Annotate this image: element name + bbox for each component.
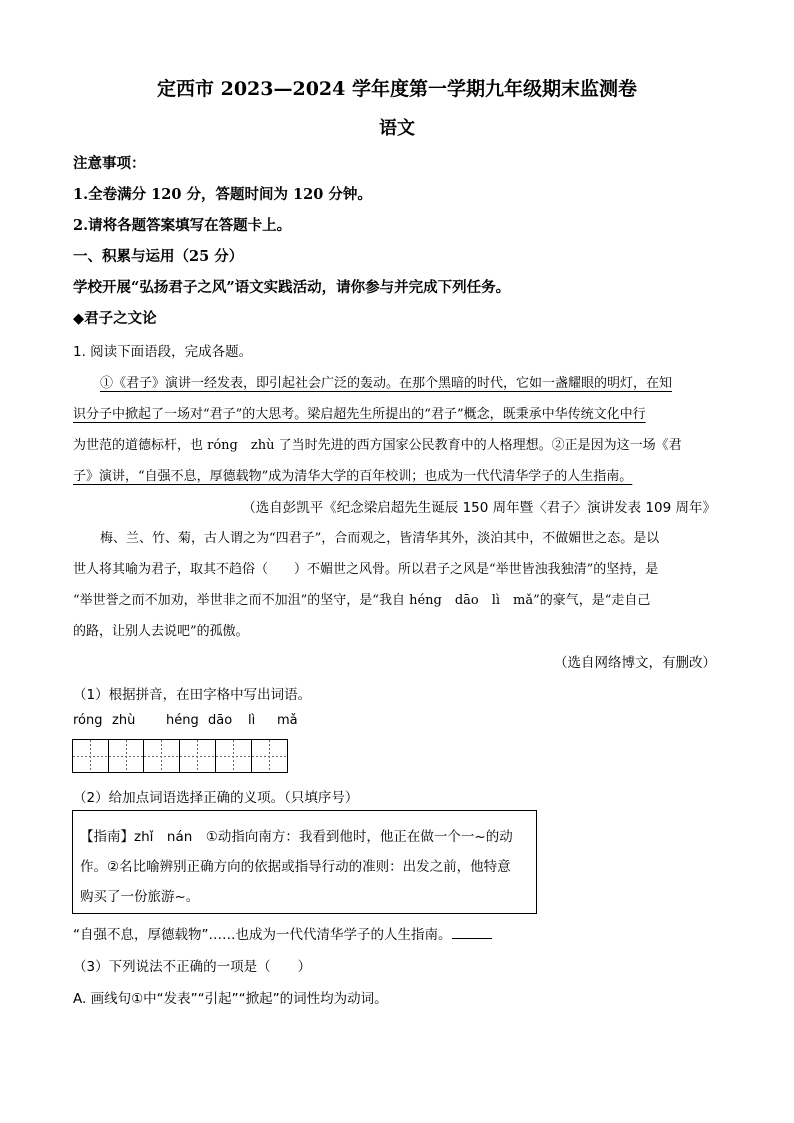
tian-pair[interactable] <box>72 739 144 773</box>
dictionary-line: 【指南】zhǐ nán ①动指向南方：我看到他时，他正在做一个一~的动 <box>80 829 513 845</box>
pinyin-label: mǎ <box>277 713 298 728</box>
sub-question-prompt: （2）给加点词语选择正确的义项。（只填序号） <box>73 790 359 806</box>
subject-title: 语文 <box>379 118 415 139</box>
tian-grid <box>72 739 288 773</box>
dictionary-line: 作。②名比喻辨别正确方向的依据或指导行动的准则：出发之前，他特意 <box>80 859 511 875</box>
subsection-heading: ◆君子之文论 <box>73 310 157 327</box>
pinyin-label: róng <box>73 713 103 728</box>
pinyin-label: lì <box>248 713 256 728</box>
question-prompt: 1. 阅读下面语段，完成各题。 <box>73 344 253 360</box>
passage-line: 为世范的道德标杆，也 róng zhù 了当时先进的西方国家公民教育中的人格理想。②正是因为这一场《君 <box>73 438 682 453</box>
pinyin-label: héng <box>166 713 199 728</box>
passage-line: 梅、兰、竹、菊，古人谓之为“四君子”，合而观之，皆清华其外，淡泊其中，不做媚世之态。是以 <box>100 531 660 546</box>
quote-line <box>73 923 492 943</box>
sub-question-prompt: （3）下列说法不正确的一项是（ ） <box>73 959 312 975</box>
pinyin-label: dāo <box>208 713 233 728</box>
notice-item: 1.全卷满分 120 分，答题时间为 120 分钟。 <box>73 186 372 203</box>
option-a: A. 画线句①中“发表”“引起”“掀起”的词性均为动词。 <box>73 991 388 1007</box>
quote-text: “自强不息，厚德载物”……也成为一代代清华学子的人生指南。 <box>73 927 452 943</box>
tian-pair[interactable] <box>144 739 216 773</box>
section-heading: 一、积累与运用（25 分） <box>73 248 244 265</box>
passage-line: “举世誉之而不加劝，举世非之而不加沮”的坚守，是“我自 héng dāo lì mǎ”的豪气，是“走自己 <box>73 593 651 608</box>
passage-line: ①《君子》演讲一经发表，即引起社会广泛的轰动。在那个黑暗的时代，它如一盏耀眼的明灯，在知 <box>100 376 673 391</box>
page-title: 定西市 2023—2024 学年度第一学期九年级期末监测卷 <box>157 78 637 100</box>
passage-line: 子》演讲，“自强不息，厚德载物”成为清华大学的百年校训；也成为一代代清华学子的人生指南。 <box>73 469 633 484</box>
sub-question-prompt: （1）根据拼音，在田字格中写出词语。 <box>73 687 312 703</box>
passage-line: 世人将其喻为君子，取其不趋俗（ ）不媚世之风骨。所以君子之风是“举世皆浊我独清”的坚持，是 <box>73 562 659 577</box>
source-citation: （选自彭凯平《纪念梁启超先生诞辰 150 周年暨〈君子〉演讲发表 109 周年》 <box>242 500 716 516</box>
notice-heading: 注意事项： <box>73 155 146 172</box>
source-citation: （选自网络博文，有删改） <box>554 655 716 671</box>
section-intro: 学校开展“弘扬君子之风”语文实践活动，请你参与并完成下列任务。 <box>73 279 511 296</box>
answer-blank[interactable] <box>452 926 492 939</box>
tian-pair[interactable] <box>216 739 288 773</box>
passage-line: 的路，让别人去说吧”的孤傲。 <box>73 624 249 639</box>
notice-item: 2.请将各题答案填写在答题卡上。 <box>73 217 292 234</box>
dictionary-line: 购买了一份旅游~。 <box>80 889 200 905</box>
pinyin-label: zhù <box>112 713 136 728</box>
passage-line: 识分子中掀起了一场对“君子”的大思考。梁启超先生所提出的“君子”概念，既秉承中华传统文化中行 <box>73 407 646 422</box>
